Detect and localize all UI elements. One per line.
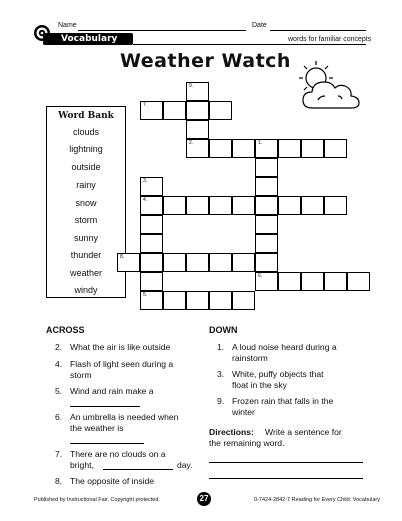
clue-number: 9. [217,396,225,406]
clue-number-label: 2. [189,140,194,146]
clue-text: Wind and rain make a [70,386,154,396]
word-bank [46,106,126,298]
clue-number-label: 3. [143,178,148,184]
crossword-cell[interactable] [278,272,301,291]
clue-number: 4. [55,359,63,369]
clue-text: storm [70,370,92,380]
crossword-cell[interactable] [255,215,278,234]
clue-number-label: 9. [189,83,194,89]
crossword-cell[interactable] [163,196,186,215]
across-clue [55,359,205,383]
crossword-cell[interactable] [255,158,278,177]
header-subtitle: words for familiar concepts [288,36,372,43]
directions [209,427,369,451]
crossword-cell[interactable] [324,272,347,291]
answer-blank[interactable] [70,434,144,444]
word-bank-title: Word Bank [58,111,114,121]
clue-text: A loud noise heard during a [232,342,337,352]
clue-number: 8. [55,476,63,486]
down-heading: DOWN [209,325,238,335]
crossword-cell[interactable] [232,139,255,158]
word-bank-word: snow [75,198,97,208]
crossword-cell[interactable] [117,253,140,272]
word-bank-word: clouds [72,127,99,137]
sentence-line[interactable] [209,478,363,479]
page-title: Weather Watch [120,50,291,72]
clue-text: bright, [70,460,94,470]
word-bank-word: lightning [69,144,103,154]
across-heading: ACROSS [46,325,85,335]
across-clue [55,412,205,442]
date-label: Date [252,22,267,29]
clue-text: What the air is like outside [70,342,171,352]
crossword-cell[interactable] [140,272,163,291]
crossword-cell[interactable] [232,291,255,310]
down-clue [217,396,367,420]
clue-number: 6. [55,412,63,422]
crossword-cell[interactable] [301,196,324,215]
crossword-cell[interactable] [163,291,186,310]
name-line [78,30,246,31]
crossword-cell[interactable] [278,139,301,158]
across-clue [55,449,205,473]
word-bank-word: sunny [73,233,99,243]
crossword-cell[interactable] [255,272,278,291]
clue-number: 3. [217,369,225,379]
crossword-cell[interactable] [186,196,209,215]
clue-text: Frozen rain that falls in the [232,396,334,406]
clue-number: 1. [217,342,225,352]
across-clue [55,476,205,488]
crossword-cell[interactable] [232,196,255,215]
crossword-cell[interactable] [209,139,232,158]
crossword-cell[interactable] [255,139,278,158]
clue-number-label: 7. [143,102,148,108]
header-rule [133,44,366,45]
crossword-cell[interactable] [255,253,278,272]
clue-text: White, puffy objects that [232,369,324,379]
crossword-cell[interactable] [140,196,163,215]
down-clue [217,342,367,366]
clue-text: The opposite of inside [70,476,155,486]
crossword-cell[interactable] [186,139,209,158]
clue-text: float in the sky [232,380,287,390]
crossword-cell[interactable] [186,82,209,101]
across-clue [55,386,205,410]
crossword-cell[interactable] [347,272,370,291]
date-line [270,30,366,31]
page-number: 27 [197,492,211,506]
across-clue [55,342,205,354]
crossword-cell[interactable] [163,253,186,272]
vocabulary-badge: Vocabulary [43,33,133,45]
clue-number: 2. [55,342,63,352]
crossword-cell[interactable] [140,234,163,253]
clue-text: An umbrella is needed when [70,412,179,422]
word-bank-word: thunder [70,250,102,260]
clue-text: rainstorm [232,353,268,363]
crossword-cell[interactable] [163,101,186,120]
crossword-cell[interactable] [209,101,232,120]
crossword-cell[interactable] [255,177,278,196]
directions-label: Directions: [209,427,254,437]
clue-number-label: 4. [143,197,148,203]
crossword-cell[interactable] [186,120,209,139]
crossword-cell[interactable] [209,196,232,215]
crossword-cell[interactable] [278,196,301,215]
crossword-cell[interactable] [140,253,163,272]
crossword-cell[interactable] [186,291,209,310]
clue-number-label: 1. [258,140,263,146]
clue-number-label: 5. [143,292,148,298]
crossword-cell[interactable] [186,253,209,272]
down-clue [217,369,367,393]
clue-number: 7. [55,449,63,459]
crossword-cell[interactable] [140,291,163,310]
clue-text: Flash of light seen during a [70,359,174,369]
directions-text: Write a sentence for [265,427,342,437]
crossword-cell[interactable] [255,196,278,215]
word-bank-word: outside [71,162,101,172]
name-label: Name [58,22,77,29]
crossword-cell[interactable] [140,101,163,120]
crossword-cell[interactable] [186,101,209,120]
answer-blank[interactable] [70,397,140,407]
word-bank-word: windy [74,285,98,295]
word-bank-word: storm [74,215,98,225]
crossword-cell[interactable] [232,253,255,272]
clue-text: the weather is [70,423,124,433]
footer-isbn: 0-7424-2842-7 Reading for Every Child: Vocabulary [254,497,380,503]
crossword-cell[interactable] [324,196,347,215]
crossword-cell[interactable] [209,291,232,310]
crossword-cell[interactable] [140,177,163,196]
clue-number-label: 8. [120,254,125,260]
answer-blank[interactable] [103,460,173,470]
crossword-cell[interactable] [255,234,278,253]
directions-text: the remaining word. [209,438,285,448]
clue-number: 5. [55,386,63,396]
crossword-cell[interactable] [301,272,324,291]
word-bank-word: weather [69,268,103,278]
crossword-cell[interactable] [324,139,347,158]
sun-cloud-icon [294,58,362,118]
clue-text: day. [177,460,193,470]
sentence-line[interactable] [209,462,363,463]
crossword-cell[interactable] [301,139,324,158]
crossword-cell[interactable] [209,253,232,272]
clue-text: winter [232,407,255,417]
clue-text: There are no clouds on a [70,449,166,459]
crossword-cell[interactable] [140,215,163,234]
word-bank-word: rainy [76,180,96,190]
footer-publisher: Published by Instructional Fair. Copyright protected. [34,497,160,503]
clue-number-label: 6. [258,273,263,279]
